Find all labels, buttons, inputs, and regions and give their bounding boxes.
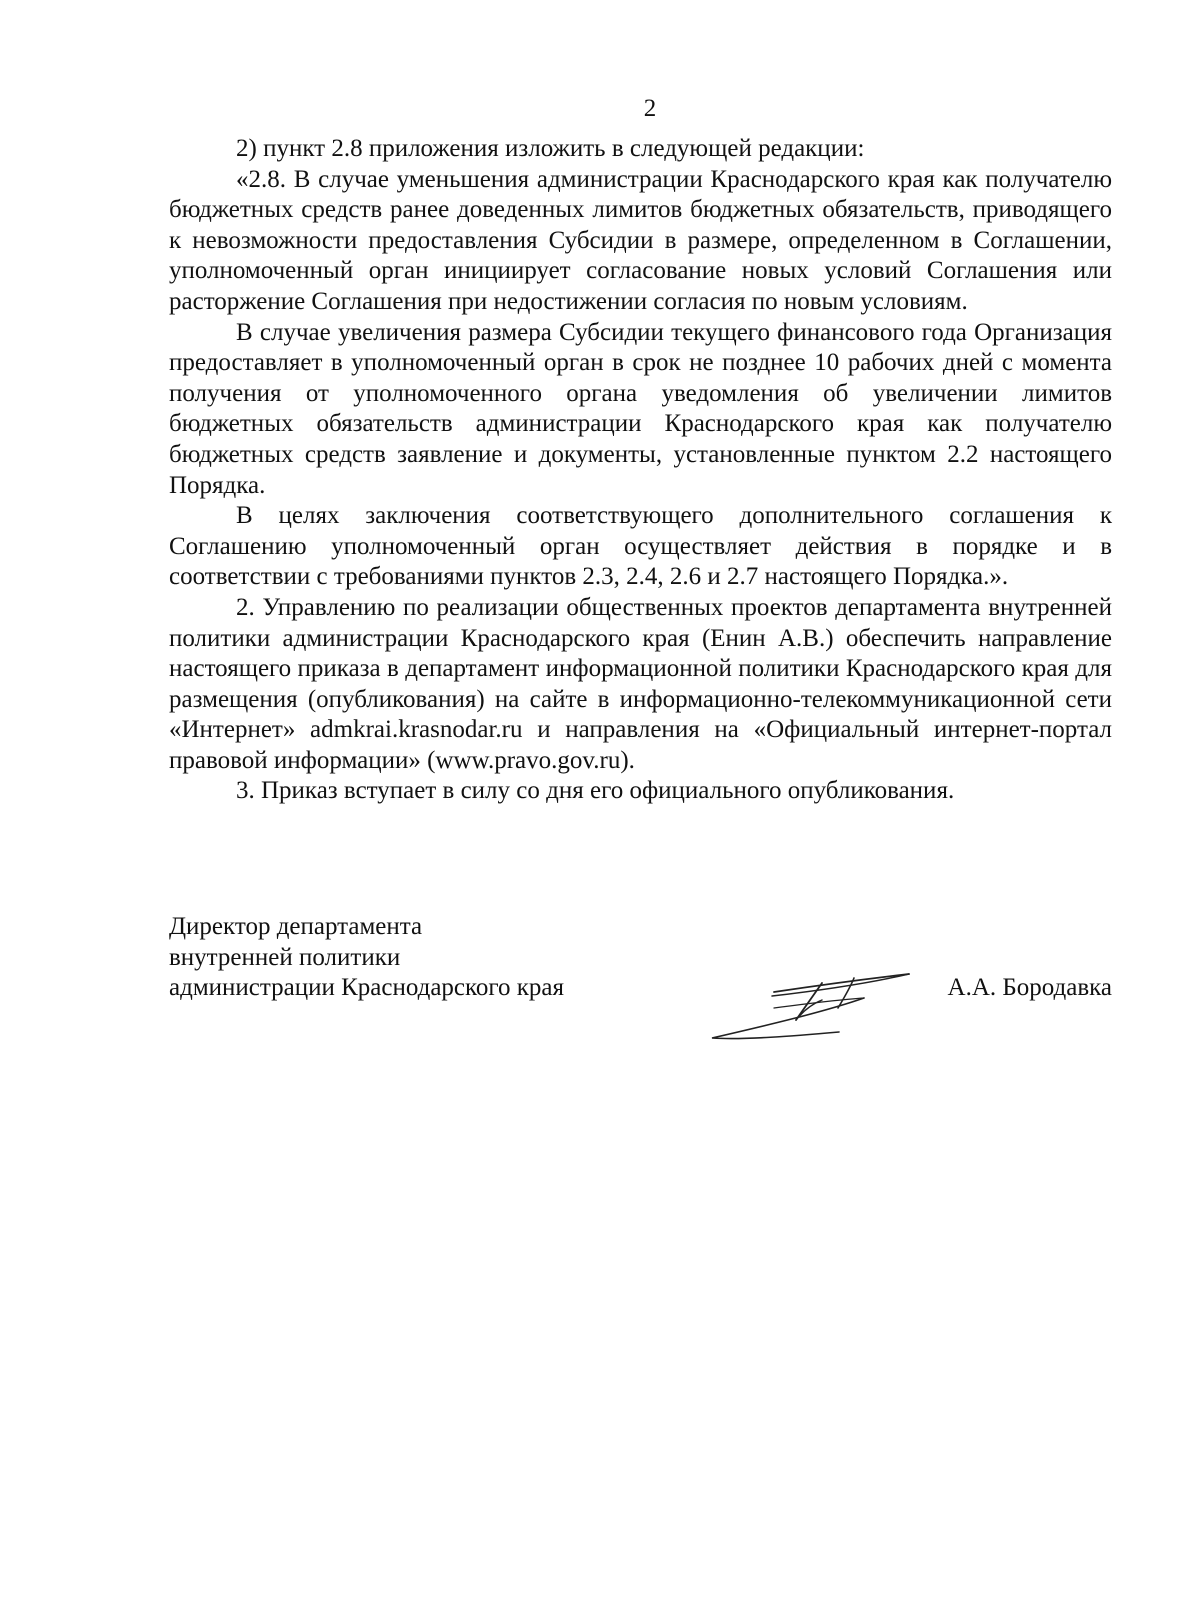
page-number: 2: [643, 95, 657, 122]
paragraph-amendment-intro: 2) пункт 2.8 приложения изложить в следующей редакции:: [236, 135, 865, 162]
paragraph-effective-date: 3. Приказ вступает в силу со дня его официального опубликования.: [236, 777, 955, 805]
paragraph-clause-2-8: «2.8. В случае уменьшения администрации Краснодарского края как получателю бюджетных средств ранее доведенных лимитов бюджетных обязательств, приводящего к невозможности предоставления Субсидии в размере, определенном в Соглашении, уполномоченный орган инициирует согласование новых условий Соглашения или расторжение Соглашения при недостижении согласия по новым условиям.: [169, 165, 1112, 315]
signer-title: Директор департамента внутренней политики администрации Краснодарского края: [169, 913, 565, 1002]
signature-block: [169, 912, 1112, 1032]
signer-name: А.А. Бородавка: [947, 974, 1112, 1001]
handwritten-signature-icon: [704, 960, 924, 1050]
paragraph-subsidy-increase: В случае увеличения размера Субсидии текущего финансового года Организация предоставляет в уполномоченный орган в срок не позднее 10 рабочих дней с момента получения от уполномоченного органа уведомления об увеличении лимитов бюджетных обязательств администрации Краснодарского края как получателю бюджетных средств заявление и документы, установленные пунктом 2.2 настоящего Порядка.: [169, 318, 1112, 499]
paragraph-additional-agreement: В целях заключения соответствующего дополнительного соглашения к Соглашению уполномоченный орган осуществляет действия в порядке и в соответствии с требованиями пунктов 2.3, 2.4, 2.6 и 2.7 настоящего Порядка.».: [169, 502, 1112, 591]
document-body: [169, 134, 1112, 807]
paragraph-publication-order: 2. Управлению по реализации общественных проектов департамента внутренней политики администрации Краснодарского края (Енин А.В.) обеспечить направление настоящего приказа в департамент информационной политики Краснодарского края для размещения (опубликования) на сайте в информационно-телекоммуникационной сети «Интернет» admkrai.krasnodar.ru и направления на «Официальный интернет-портал правовой информации» (www.pravo.gov.ru).: [169, 593, 1112, 774]
